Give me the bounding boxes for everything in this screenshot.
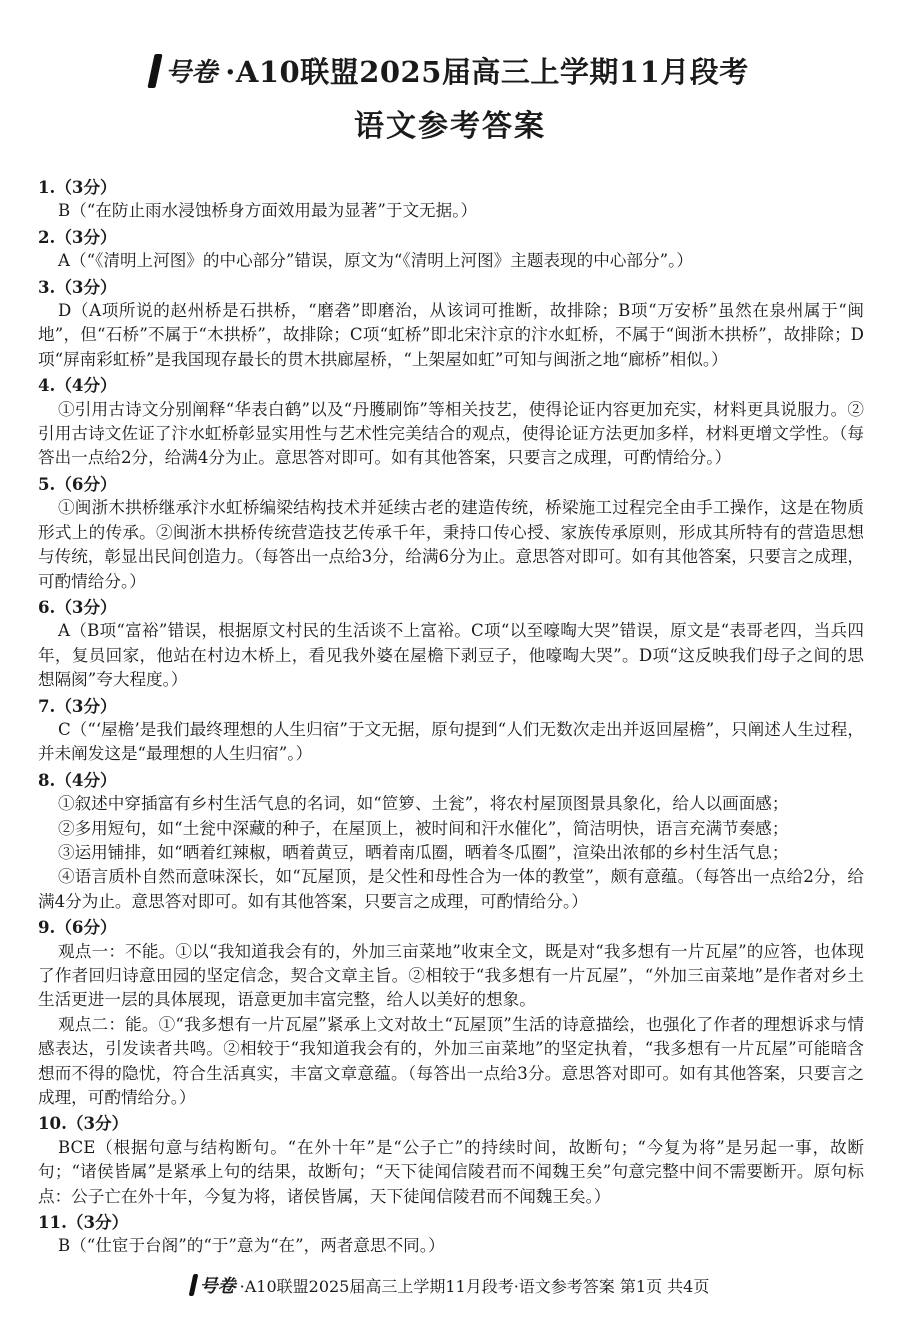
answer-text: B（“仕宦于台阁”的“于”意为“在”，两者意思不同。） [58,1236,445,1256]
answer-text: B（“在防止雨水浸蚀桥身方面效用最为显著”于文无据。） [58,201,478,221]
answer-text: ②多用短句，如“土瓮中深藏的种子，在屋顶上，被时间和汗水催化”，简洁明快，语言充满节奏感； [58,818,789,838]
answer-text: BCE（根据句意与结构断句。“在外十年”是“公子亡”的持续时间，故断句；“今复为将”是另起一事，故断句；“诸侯皆属”是紧承上句的结果，故断句；“天下徒闻信陵君而不闻魏王矣”句意完整中间不需要断开。原句标点：公子亡在外十年，今复为将，诸侯皆属，天下徒闻信陵君而不闻魏王矣。） [38,1137,864,1206]
answer-item [38,595,864,693]
answer-text: ①引用古诗文分别阐释“华表白鹤”以及“丹臒刷饰”等相关技艺，使得论证内容更加充实，材料更具说服力。②引用古诗文佐证了汴水虹桥彰显实用性与艺术性完美结合的观点，使得论证方法更加多样，材料更增文学性。（每答出一点给2分，给满4分为止。意思答对即可。如有其他答案，只要言之成理，可酌情给分。） [38,399,864,468]
footer-logo-text: 号卷 [199,1276,236,1297]
answer-label: 9.（6分） [38,917,117,938]
answer-item [38,225,864,274]
brand-logo-mark [148,54,163,88]
answer-label: 10.（3分） [38,1113,129,1134]
answer-label: 1.（3分） [38,177,117,197]
answer-item [38,175,864,224]
answer-item [38,694,864,767]
answer-label: 4.（4分） [38,375,117,396]
answer-text: 观点二：能。①“我多想有一片瓦屋”紧承上文对故土“瓦屋顶”生活的诗意描绘，也强化了作者的理想诉求与情感表达，引发读者共鸣。②相较于“我知道我会有的，外加三亩菜地”的坚定执着，“我多想有一片瓦屋”可能暗含想而不得的隐忧，符合生活真实，丰富文章意蕴。（每答出一点给3分。意思答对即可。如有其他答案，只要言之成理，可酌情给分。） [38,1014,864,1108]
page-footer [0,1272,900,1298]
answer-item [38,472,864,594]
answer-label: 11.（3分） [38,1212,129,1233]
answer-label: 6.（3分） [38,596,117,617]
brand-logo [151,52,217,89]
answer-text: ①闽浙木拱桥继承汴水虹桥编梁结构技术并延续古老的建造传统，桥梁施工过程完全由手工操作，这是在物质形式上的传承。②闽浙木拱桥传统营造技艺传承千年，秉持口传心授、家族传承原则，形成其所特有的营造思想与传统，彰显出民间创造力。（每答出一点给3分，给满6分为止。意思答对即可。如有其他答案，只要言之成理，可酌情给分。） [38,498,864,591]
answer-text: A（B项“富裕”错误，根据原文村民的生活谈不上富裕。C项“以至嚎啕大哭”错误，原文是“表哥老四，当兵四年，复员回家，他站在村边木桥上，看见我外婆在屋檐下剥豆子，他嚎啕大哭”。D项“这反映我们母子之间的思想隔阂”夸大程度。） [38,621,864,690]
brand-logo-text: 号卷 [165,58,218,88]
answer-list [38,175,864,1260]
answer-item [38,1210,864,1259]
footer-text: ·A10联盟2025届高三上学期11月段考·语文参考答案 第1页 共4页 [239,1276,710,1296]
answer-label: 2.（3分） [38,226,117,247]
footer-logo [191,1272,236,1298]
answer-item [38,768,864,914]
answer-item [38,373,864,471]
answer-text: ③运用铺排，如“晒着红辣椒，晒着黄豆，晒着南瓜圈，晒着冬瓜圈”，渲染出浓郁的乡村生活气息； [58,842,789,862]
answer-text: ④语言质朴自然而意味深长，如“瓦屋顶，是父性和母性合为一体的教堂”，颇有意蕴。（每答出一点给2分，给满4分为止。意思答对即可。如有其他答案，只要言之成理，可酌情给分。） [38,867,864,911]
answer-label: 7.（3分） [38,695,117,716]
answer-text: C（“‘屋檐’是我们最终理想的人生归宿”于文无据，原句提到“人们无数次走出并返回屋檐”，只阐述人生过程，并未阐发这是“最理想的人生归宿”。） [38,719,864,764]
answer-label: 3.（3分） [38,276,117,297]
title-line [0,50,900,91]
page-header [0,50,900,145]
answer-text: ①叙述中穿插富有乡村生活气息的名词，如“笸箩、土瓮”，将农村屋顶图景具象化，给人以画面感； [58,794,789,814]
answer-text: A（“《清明上河图》的中心部分”错误，原文为“《清明上河图》主题表现的中心部分”。） [58,251,693,271]
page-title: ·A10联盟2025届高三上学期11月段考 [225,55,749,89]
answer-label: 5.（6分） [38,473,117,494]
answer-text: D（A项所说的赵州桥是石拱桥，“磨砻”即磨治，从该词可推断，故排除；B项“万安桥”虽然在泉州属于“闽地”，但“石桥”不属于“木拱桥”，故排除；C项“虹桥”即北宋汴京的汴水虹桥，不属于“闽浙木拱桥”，故排除；D项“屏南彩虹桥”是我国现存最长的贯木拱廊屋桥，“上架屋如虹”可知与闽浙之地“廊桥”相似。） [38,301,864,369]
answer-text: 观点一：不能。①以“我知道我会有的，外加三亩菜地”收束全文，既是对“我多想有一片瓦屋”的应答，也体现了作者回归诗意田园的坚定信念，契合文章主旨。②相较于“我多想有一片瓦屋”，“外加三亩菜地”是作者对乡土生活更进一层的具体展现，语意更加丰富完整，给人以美好的想象。 [38,941,864,1010]
answer-item [38,275,864,373]
footer-logo-mark [188,1274,198,1296]
answer-item [38,1111,864,1209]
page-subtitle: 语文参考答案 [354,109,546,144]
answer-label: 8.（4分） [38,769,117,790]
answer-item [38,915,864,1110]
